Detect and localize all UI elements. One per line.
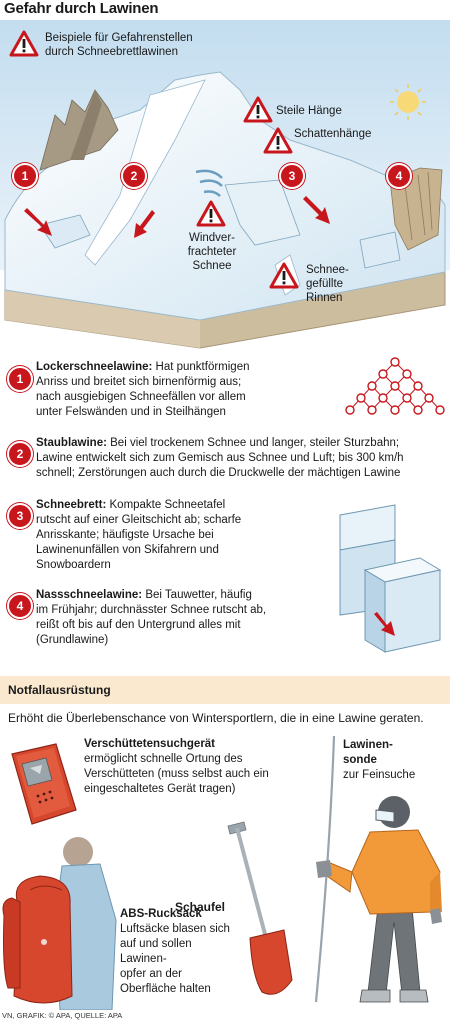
type-line: Kompakte Schneetafel — [109, 499, 226, 511]
hazard-legend-label: Beispiele für Gefahrenstellen durch Schneebrettlawinen — [45, 32, 193, 58]
probe-name-1: Lawinen- — [343, 739, 393, 751]
hazard-wind-line-2: frachteter — [187, 246, 237, 258]
hazard-gully-line-3: Rinnen — [306, 292, 343, 304]
abs-line: Luftsäcke blasen sich — [120, 923, 230, 935]
beacon-text — [84, 737, 269, 797]
type-badge-2: 2 — [7, 441, 33, 467]
map-badge-3: 3 — [279, 163, 305, 189]
shovel-name: Schaufel — [175, 900, 226, 914]
page-title: Gefahr durch Lawinen — [4, 0, 159, 17]
hazard-gully-line-1: Schnee- — [306, 264, 349, 276]
shovel-figure — [222, 820, 302, 1010]
hazard-wind-line-3: Schnee — [192, 260, 232, 272]
abs-line: opfer an der — [120, 968, 183, 980]
type-item-2 — [36, 436, 450, 481]
beacon-line: eingeschaltetes Gerät tragen) — [84, 783, 236, 795]
warning-icon — [269, 262, 299, 289]
hazard-wind-snow — [180, 231, 244, 273]
type-badge-1: 1 — [7, 366, 33, 392]
type-line: Lawine entwickelt sich zum Gemisch aus Schnee und Luft; bis 300 km/h — [36, 452, 404, 464]
abs-line: Lawinen- — [120, 953, 167, 965]
type-name: Lockerschneelawine: — [36, 361, 153, 373]
type-name: Nassschneelawine: — [36, 589, 143, 601]
type-badge-3: 3 — [7, 503, 33, 529]
abs-name: ABS-Rucksack — [120, 908, 202, 920]
type-name: Schneebrett: — [36, 499, 107, 511]
section-header — [0, 676, 450, 704]
map-badge-2: 2 — [121, 163, 147, 189]
hazard-gullies — [306, 263, 349, 305]
type-line: Snowboardern — [36, 559, 111, 571]
type-line: Lawinenunfällen von Skifahrern und — [36, 544, 219, 556]
abs-text — [120, 907, 230, 997]
section-title: Notfallausrüstung — [8, 683, 111, 697]
type-line: schnell; Zerstörungen auch durch die Druckwelle der mächtigen Lawine — [36, 467, 401, 479]
type-badge-4: 4 — [7, 593, 33, 619]
loose-snow-diagram — [345, 354, 445, 424]
type-line: rutscht auf einer Gleitschicht ab; scharfe — [36, 514, 242, 526]
abs-line: Oberfläche halten — [120, 983, 211, 995]
abs-backpack-figure — [0, 820, 120, 1010]
beacon-line: Verschütteten (muss selbst auch ein — [84, 768, 269, 780]
beacon-name: Verschüttetensuchgerät — [84, 738, 216, 750]
warning-icon — [196, 200, 226, 227]
abs-line: auf und sollen — [120, 938, 192, 950]
equipment-intro: Erhöht die Überlebenschance von Wintersportlern, die in eine Lawine geraten. — [8, 711, 424, 725]
hazard-shadow-slopes: Schattenhänge — [294, 128, 372, 140]
probe-name-2: sonde — [343, 754, 377, 766]
type-line: Hat punktförmigen — [155, 361, 250, 373]
beacon-device — [6, 740, 82, 832]
type-line: unter Felswänden und in Steilhängen — [36, 406, 226, 418]
map-badge-4: 4 — [386, 163, 412, 189]
type-line: Bei Tauwetter, häufig — [145, 589, 252, 601]
type-line: (Grundlawine) — [36, 634, 109, 646]
hazard-gully-line-2: gefüllte — [306, 278, 344, 290]
type-line: Anriss und breitet sich birnenförmig aus; — [36, 376, 242, 388]
type-line: Anrisskante; häufigste Ursache bei — [36, 529, 214, 541]
beacon-line: ermöglicht schnelle Ortung des — [84, 753, 243, 765]
mountain-illustration — [0, 20, 450, 350]
probe-text — [343, 738, 415, 783]
type-line: nach ausgiebigen Schneefällen vor allem — [36, 391, 246, 403]
type-line: im Frühjahr; durchnässter Schnee rutscht ab, — [36, 604, 267, 616]
type-line: reißt oft bis auf den Untergrund alles mit — [36, 619, 241, 631]
warning-icon — [9, 30, 39, 57]
credit-line: VN, GRAFIK: © APA, QUELLE: APA — [2, 1011, 123, 1020]
type-line: Bei viel trockenem Schnee und langer, steiler Sturzbahn; — [110, 437, 400, 449]
map-badge-1: 1 — [12, 163, 38, 189]
hazard-wind-line-1: Windver- — [188, 232, 235, 244]
slab-diagram — [335, 500, 447, 660]
type-name: Staublawine: — [36, 437, 107, 449]
warning-icon — [243, 96, 273, 123]
probe-desc: zur Feinsuche — [343, 769, 416, 781]
hazard-steep-slopes: Steile Hänge — [276, 105, 342, 117]
warning-icon — [263, 127, 293, 154]
